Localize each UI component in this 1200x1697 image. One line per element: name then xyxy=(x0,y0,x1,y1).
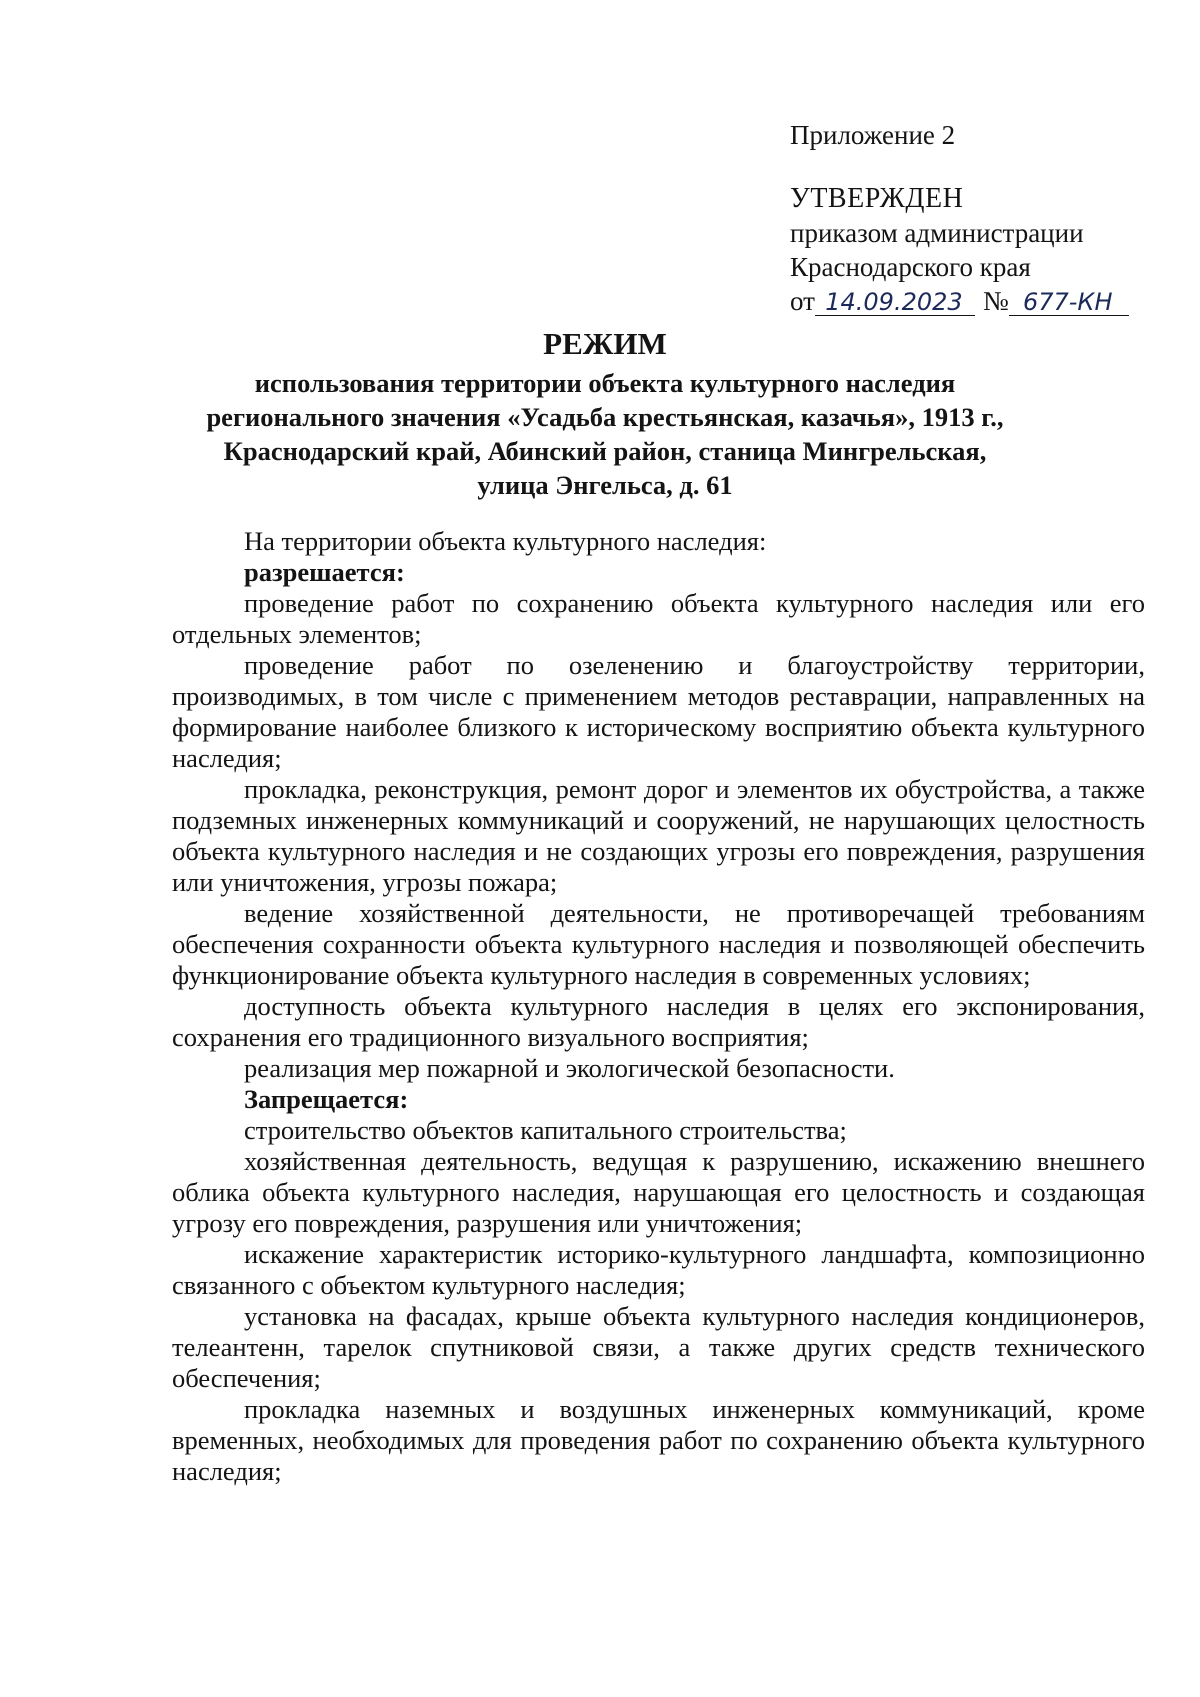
allowed-item: прокладка, реконструкция, ремонт дорог и элементов их обустройства, а также подземных инженерных коммуникаций и сооружений, не нарушающих целостность объекта культурного наследия и не создающих угрозы его повреждения, разрушения или уничтожения, угрозы пожара; xyxy=(172,774,1145,897)
title-line-2: регионального значения «Усадьба крестьянская, казачья», 1913 г., xyxy=(206,402,1004,432)
title-line-3: Краснодарский край, Абинский район, станица Мингрельская, xyxy=(223,436,987,466)
forbidden-item: прокладка наземных и воздушных инженерных коммуникаций, кроме временных, необходимых для проведения работ по сохранению объекта культурного наследия; xyxy=(172,1394,1145,1486)
order-from-label: от xyxy=(790,286,815,316)
intro-paragraph: На территории объекта культурного наследия: xyxy=(244,526,767,556)
forbidden-item: строительство объектов капитального строительства; xyxy=(244,1115,847,1145)
forbidden-item: искажение характеристик историко-культурного ландшафта, композиционно связанного с объектом культурного наследия; xyxy=(172,1239,1145,1300)
order-region: Краснодарского края xyxy=(790,252,1031,282)
forbidden-item: установка на фасадах, крыше объекта культурного наследия кондиционеров, телеантенн, тарелок спутниковой связи, а также других средств технического обеспечения; xyxy=(172,1301,1145,1393)
allowed-item: реализация мер пожарной и экологической безопасности. xyxy=(244,1053,895,1083)
order-number: 677-КН xyxy=(1009,289,1129,316)
allowed-heading: разрешается: xyxy=(244,557,405,587)
order-date: 14.09.2023 xyxy=(815,289,975,316)
allowed-item: доступность объекта культурного наследия в целях его экспонирования, сохранения его традиционного визуального восприятия; xyxy=(172,991,1145,1052)
order-number-sign: № xyxy=(982,286,1009,316)
allowed-item: проведение работ по озеленению и благоустройству территории, производимых, в том числе с применением методов реставрации, направленных на формирование наиболее близкого к историческому восприятию объекта культурного наследия; xyxy=(172,650,1145,773)
title-line-4: улица Энгельса, д. 61 xyxy=(477,470,733,500)
document-title xyxy=(180,326,1030,502)
document-body xyxy=(172,526,1145,1487)
approved-label: УТВЕРЖДЕН xyxy=(790,183,964,214)
approval-header xyxy=(790,118,1170,318)
order-issuer: приказом администрации xyxy=(790,218,1084,248)
title-main: РЕЖИМ xyxy=(543,326,667,361)
title-line-1: использования территории объекта культурного наследия xyxy=(254,368,956,398)
forbidden-item: хозяйственная деятельность, ведущая к разрушению, искажению внешнего облика объекта культурного наследия, нарушающая его целостность и создающая угрозу его повреждения, разрушения или уничтожения; xyxy=(172,1146,1145,1238)
allowed-item: ведение хозяйственной деятельности, не противоречащей требованиям обеспечения сохранности объекта культурного наследия и позволяющей обеспечить функционирование объекта культурного наследия в современных условиях; xyxy=(172,898,1145,990)
allowed-item: проведение работ по сохранению объекта культурного наследия или его отдельных элементов; xyxy=(172,588,1145,649)
order-details xyxy=(790,284,1170,318)
forbidden-heading: Запрещается: xyxy=(244,1084,409,1114)
annex-label: Приложение 2 xyxy=(790,120,956,150)
